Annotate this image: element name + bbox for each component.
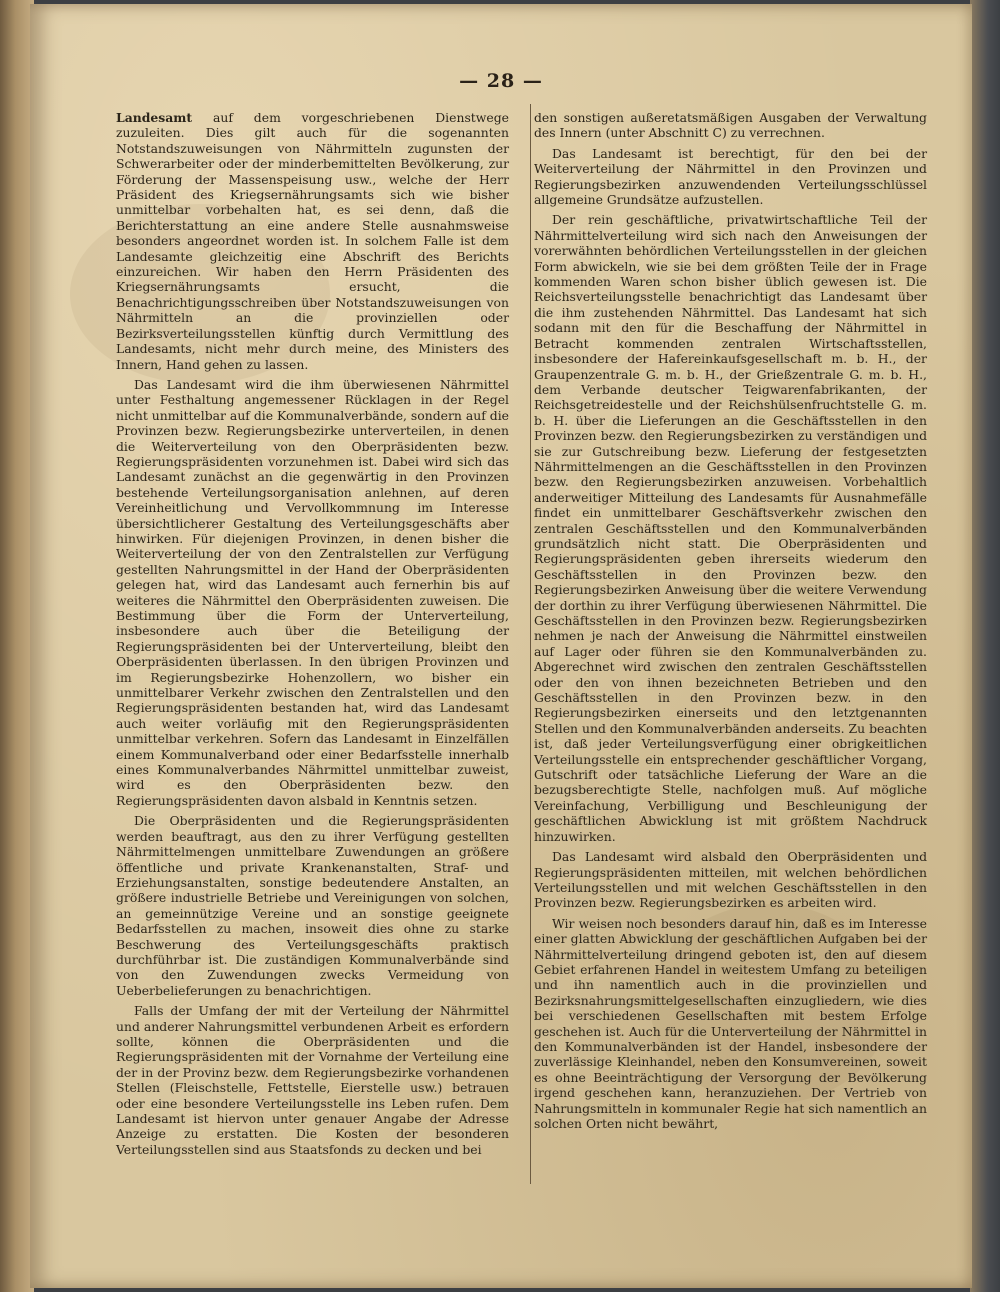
paragraph-lead: Landesamt (116, 110, 193, 125)
column-divider (530, 104, 531, 1184)
page-edge (970, 0, 1000, 1292)
paragraph: Wir weisen noch besonders darauf hin, daß es im Interesse einer glatten Abwicklung der geschäftlichen Aufgaben bei der Nährmittelverteilung dringend geboten ist, den auf diesem Gebiet erfahrenen Handel in weitestem Umfang zu beteiligen und ihn namentlich auch in die provinziellen und Bezirksnahrungsmittelgesellschaften einzugliedern, wie dies bei verschiedenen Gesellschaften mit bestem Erfolge geschehen ist. Auch für die Unterverteilung der Nährmittel in den Kommunalverbänden ist der Handel, insbesondere der zuverlässige Kleinhandel, neben den Konsumvereinen, soweit es ohne Beeinträchtigung der Versorgung der Bevölkerung irgend geschehen kann, heranzuziehen. Der Vertrieb von Nahrungsmitteln in kommunaler Regie hat sich namentlich an solchen Orten nicht bewährt, (534, 915, 927, 1131)
paragraph: Die Oberpräsidenten und die Regierungspräsidenten werden beauftragt, aus den zu ihrer Verfügung gestellten Nährmittelmengen unmittelbare Zuwendungen an größere öffentliche und private Krankenanstalten, Straf- und Erziehungsanstalten, sonstige bedeutendere Anstalten, an größere industrielle Betriebe und Vereinigungen von solchen, an gemeinnützige Vereine und an sonstige geeignete Bedarfsstellen zu machen, insoweit dies ohne zu starke Beschwerung des Verteilungsgeschäfts praktisch durchführbar ist. Die zuständigen Kommunalverbände sind von den Zuwendungen zwecks Vermeidung von Ueberbelieferungen zu benachrichtigen. (116, 813, 509, 998)
paragraph (116, 110, 509, 372)
paragraph: Das Landesamt wird die ihm überwiesenen Nährmittel unter Festhaltung angemessener Rücklagen in der Regel nicht unmittelbar auf die Kommunalverbände, sondern auf die Provinzen bezw. Regierungsbezirke unterverteilen, in denen die Weiterverteilung von den Oberpräsidenten bezw. Regierungspräsidenten vorzunehmen ist. Dabei wird sich das Landesamt zunächst an die gegenwärtig in den Provinzen bestehende Verteilungsorganisation anlehnen, auf deren Vereinheitlichung und Vervollkommnung im Interesse übersichtlicherer Gestaltung des Verteilungsgeschäfts aber hinwirken. Für diejenigen Provinzen, in denen bisher die Weiterverteilung der von den Zentralstellen zur Verfügung gestellten Nahrungsmittel in der Hand der Oberpräsidenten gelegen hat, wird das Landesamt auch fernerhin bis auf weiteres die Nährmittel den Oberpräsidenten zuweisen. Die Bestimmung über die Form der Unterverteilung, insbesondere auch über die Beteiligung der Regierungspräsidenten bei der Unterverteilung, bleibt den Oberpräsidenten überlassen. In den übrigen Provinzen und im Regierungsbezirke Hohenzollern, wo bisher ein unmittelbarer Verkehr zwischen den Zentralstellen und den Regierungspräsidenten bestanden hat, wird das Landesamt auch weiter vorläufig mit den Regierungspräsidenten unmittelbar verkehren. Sofern das Landesamt in Einzelfällen einem Kommunalverband oder einer Bedarfsstelle innerhalb eines Kommunalverbandes Nährmittel unmittelbar zuweist, wird es den Oberpräsidenten bezw. den Regierungspräsidenten davon alsbald in Kenntnis setzen. (116, 376, 509, 808)
paragraph: den sonstigen außeretatsmäßigen Ausgaben der Verwaltung des Innern (unter Abschnitt C) zu verrechnen. (534, 110, 927, 141)
left-column (116, 110, 509, 1162)
paragraph: Das Landesamt wird alsbald den Oberpräsidenten und Regierungspräsidenten mitteilen, mit welchen behördlichen Verteilungsstellen und mit welchen Geschäftsstellen in den Provinzen bezw. Regierungsbezirken es arbeiten wird. (534, 849, 927, 911)
paragraph: Falls der Umfang der mit der Verteilung der Nährmittel und anderer Nahrungsmittel verbundenen Arbeit es erfordern sollte, können die Oberpräsidenten und die Regierungspräsidenten mit der Vornahme der Verteilung eine der in der Provinz bezw. dem Regierungsbezirke vorhandenen Stellen (Fleischstelle, Fettstelle, Eierstelle usw.) betrauen oder eine besondere Verteilungsstelle ins Leben rufen. Dem Landesamt ist hiervon unter genauer Angabe der Adresse Anzeige zu erstatten. Die Kosten der besonderen Verteilungsstellen sind aus Staatsfonds zu decken und bei (116, 1003, 509, 1157)
document-page (30, 4, 972, 1288)
paragraph: Das Landesamt ist berechtigt, für den bei der Weiterverteilung der Nährmittel in den Provinzen und Regierungsbezirken anzuwendenden Verteilungsschlüssel allgemeine Grundsätze aufzustellen. (534, 145, 927, 208)
right-column (534, 110, 927, 1136)
page-number: — 28 — (459, 70, 543, 92)
paragraph: Der rein geschäftliche, privatwirtschaftliche Teil der Nährmittelverteilung wird sich nach den Anweisungen der vorerwähnten behördlichen Verteilungsstellen in der gleichen Form abwickeln, wie sie bei dem größten Teile der in Frage kommenden Waren schon bisher üblich gewesen ist. Die Reichsverteilungsstelle benachrichtigt das Landesamt über die ihm zustehenden Nährmittel. Das Landesamt hat sich sodann mit den für die Beschaffung der Nährmittel in Betracht kommenden zentralen Wirtschaftsstellen, insbesondere der Hafereinkaufsgesellschaft m. b. H., der Graupenzentrale G. m. b. H., der Grießzentrale G. m. b. H., dem Verbande deutscher Teigwarenfabrikanten, der Reichsgetreidestelle und der Reichshülsenfruchtstelle G. m. b. H. über die Lieferungen an die Geschäftsstellen in den Provinzen bezw. den Regierungsbezirken zu verständigen und sie zur Gutschreibung bezw. Lieferung der festgesetzten Nährmittelmengen an die Geschäftsstellen in den Provinzen bezw. den Regierungsbezirken anzuweisen. Vorbehaltlich anderweitiger Mitteilung des Landesamts für Ausnahmefälle findet ein unmittelbarer Geschäftsverkehr zwischen den zentralen Geschäftsstellen und den Kommunalverbänden grundsätzlich nicht statt. Die Oberpräsidenten und Regierungspräsidenten geben ihrerseits wiederum den Geschäftsstellen in den Provinzen bezw. den Regierungsbezirken Anweisung über die weitere Verwendung der dorthin zu ihrer Verfügung überwiesenen Nährmittel. Die Geschäftsstellen in den Provinzen bezw. Regierungsbezirken nehmen je nach der Anweisung die Nährmittel einstweilen auf Lager oder führen sie den Kommunalverbänden zu. Abgerechnet wird zwischen den zentralen Geschäftsstellen oder den von ihnen bezeichneten Betrieben und den Geschäftsstellen in den Provinzen bezw. in den Regierungsbezirken einerseits und den letztgenannten Stellen und den Kommunalverbänden anderseits. Zu beachten ist, daß jeder Verteilungsverfügung einer obrigkeitlichen Verteilungsstelle ein entsprechender geschäftlicher Vorgang, Gutschrift oder tatsächliche Lieferung der Ware an die bezugsberechtigte Stelle, nachfolgen muß. Auf mögliche Vereinfachung, Verbilligung und Beschleunigung der geschäftlichen Abwicklung ist mit größtem Nachdruck hinzuwirken. (534, 212, 927, 844)
paragraph-text: auf dem vorgeschriebenen Dienstwege zuzuleiten. Dies gilt auch für die sogenannten Notstandszuweisungen von Nährmitteln zugunsten der Schwerarbeiter oder der minderbemittelten Bevölkerung, zur Förderung der Massenspeisung usw., welche der Herr Präsident des Kriegsernährungsamts sich wie bisher unmittelbar vorbehalten hat, es sei denn, daß die Berichterstattung an eine andere Stelle ausnahmsweise besonders angeordnet worden ist. In solchem Falle ist dem Landesamte gleichzeitig eine Abschrift des Berichts einzureichen. Wir haben den Herrn Präsidenten des Kriegsernährungsamts ersucht, die Benachrichtigungsschreiben über Notstandszuweisungen von Nährmitteln an die provinziellen oder Bezirksverteilungsstellen künftig durch Vermittlung des Landesamts, nicht mehr durch meine, des Ministers des Innern, Hand gehen zu lassen. (116, 110, 509, 372)
book-spine (0, 0, 34, 1292)
